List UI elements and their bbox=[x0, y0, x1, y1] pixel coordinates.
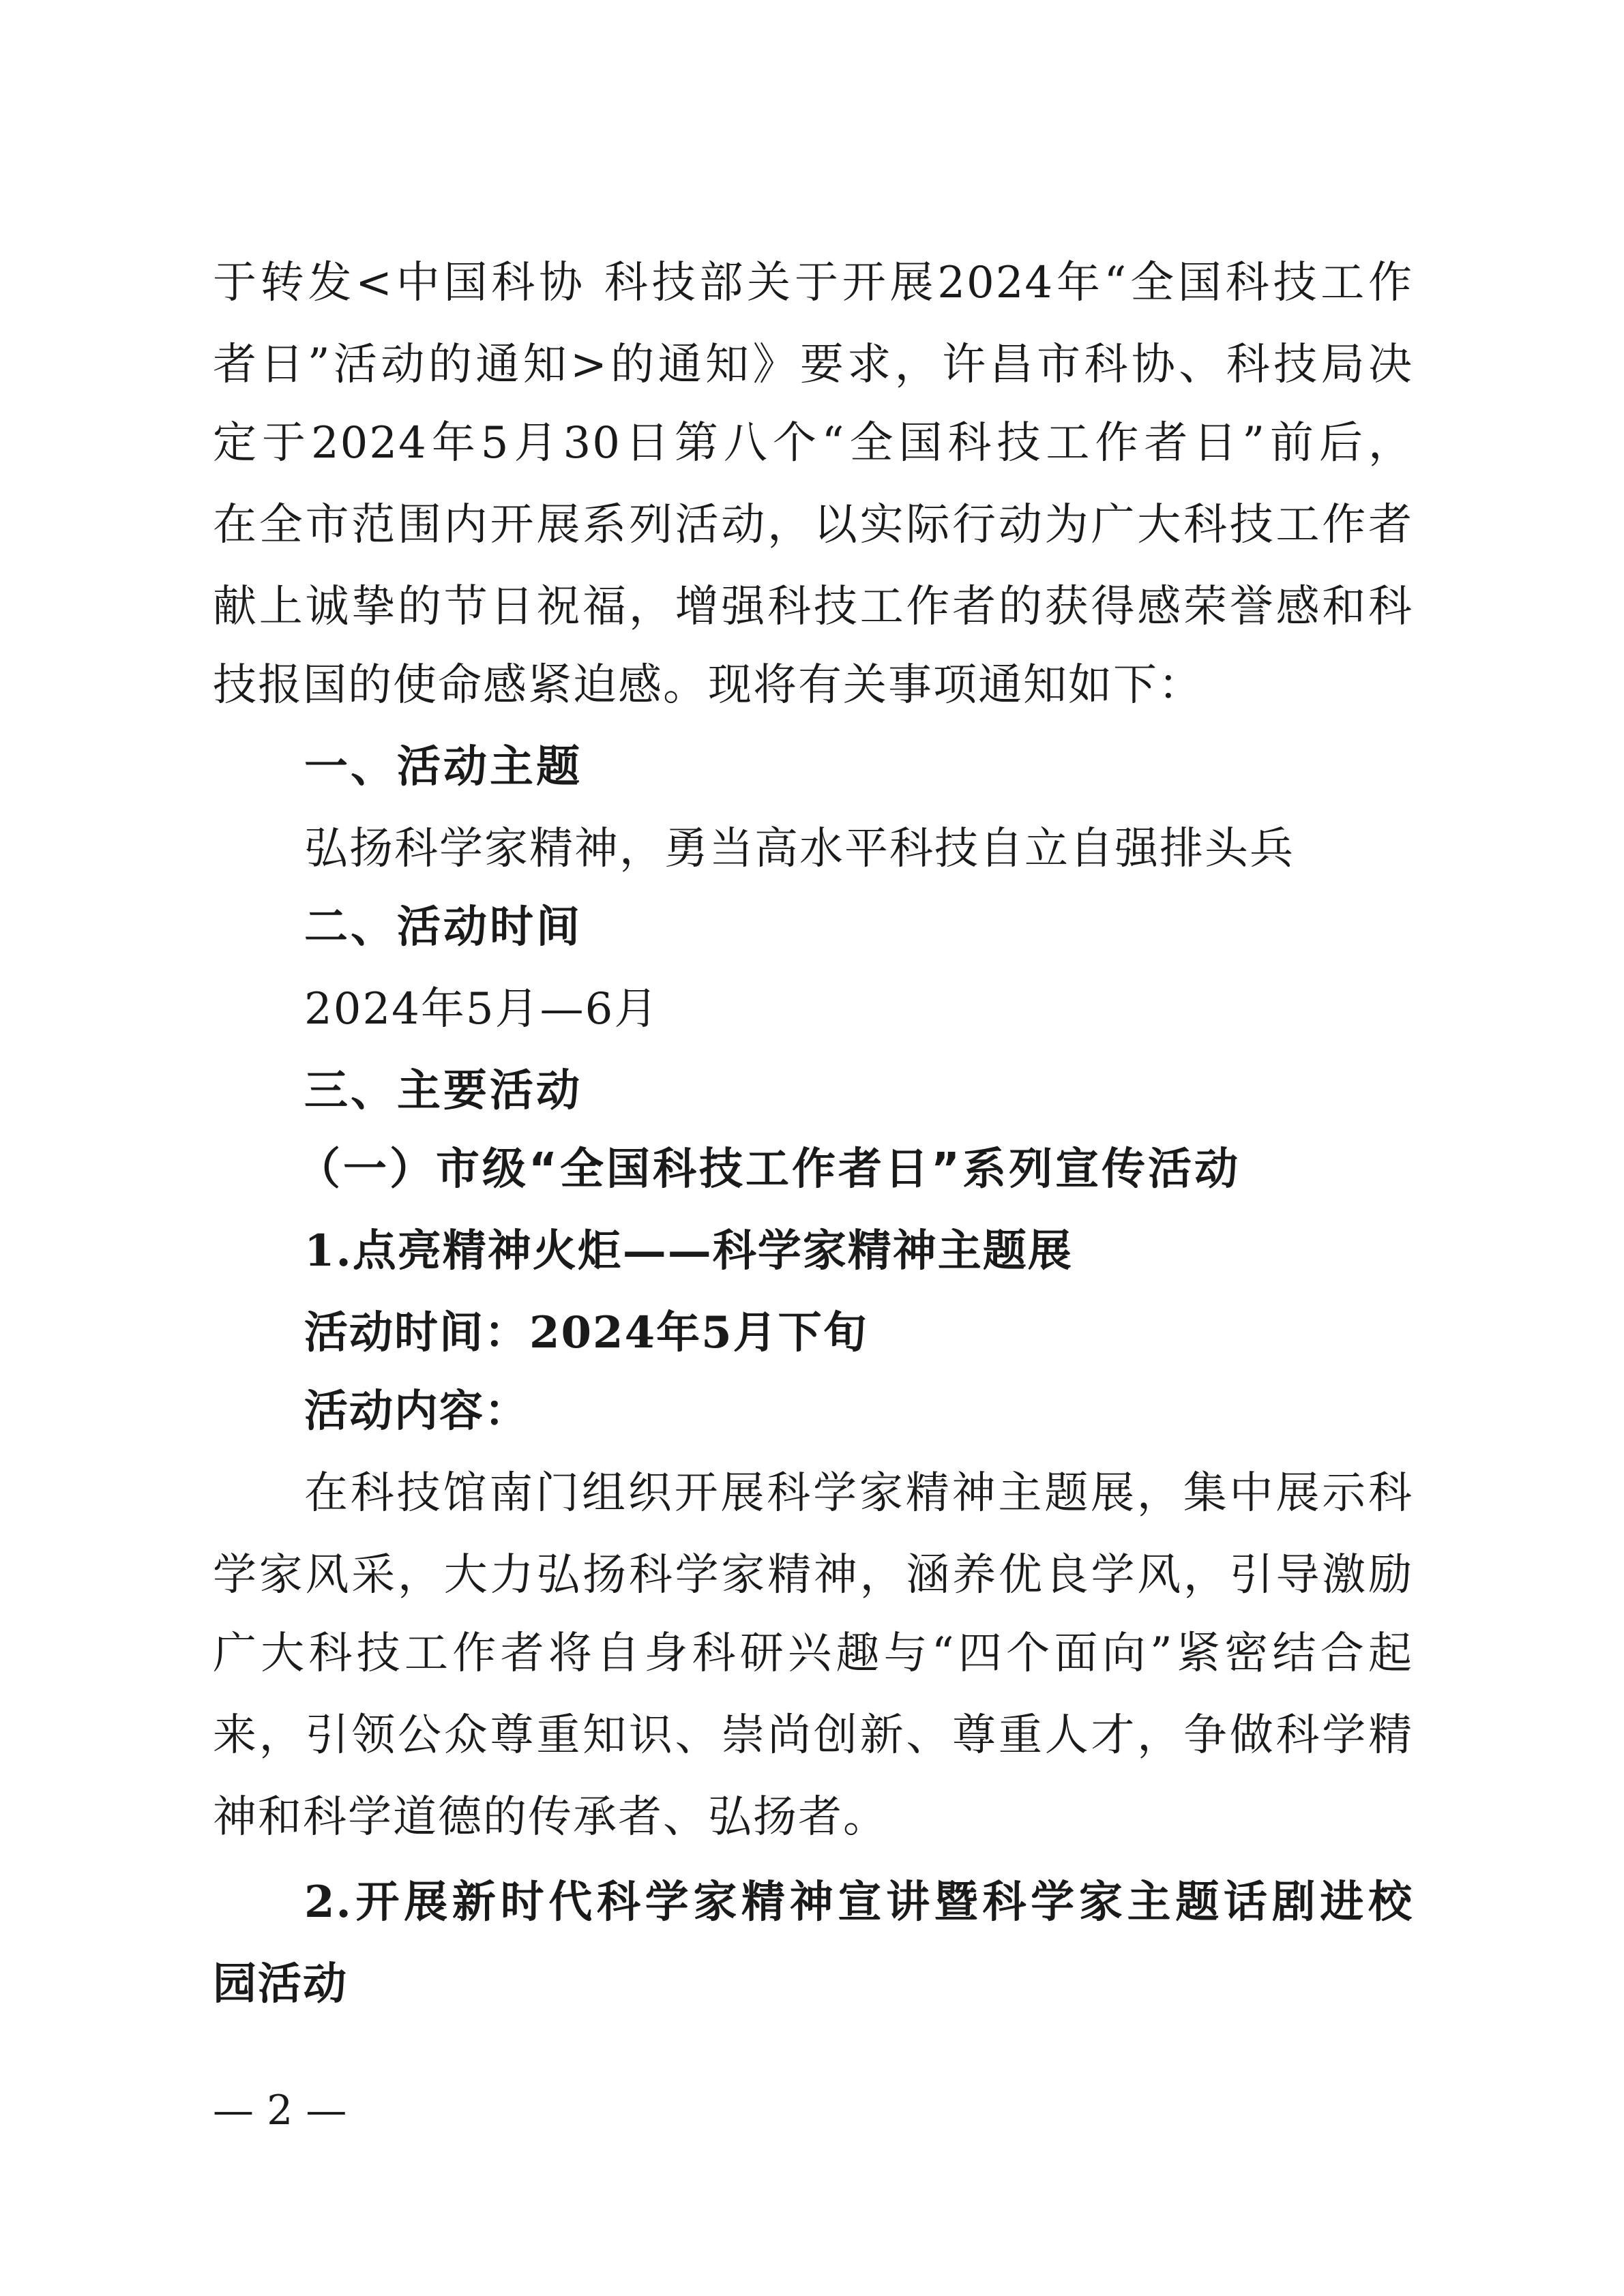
time-text: 2024年5月—6月 bbox=[304, 984, 660, 1034]
body-line: 神和科学道德的传承者、弘扬者。 bbox=[213, 1792, 888, 1843]
body-line: 广大科技工作者将自身科研兴趣与“四个面向”紧密结合起 bbox=[213, 1628, 1413, 1679]
page-number: — 2 — bbox=[213, 2087, 347, 2134]
item-heading-2-cont: 园活动 bbox=[213, 1958, 348, 2010]
body-line: 来，引领公众尊重知识、崇尚创新、尊重人才，争做科学精 bbox=[213, 1710, 1413, 1761]
body-line: 定于2024年5月30日第八个“全国科技工作者日”前后， bbox=[213, 418, 1413, 468]
item-time-label: 活动时间：2024年5月下旬 bbox=[304, 1307, 868, 1358]
theme-text: 弘扬科学家精神，勇当高水平科技自立自强排头兵 bbox=[304, 824, 1295, 874]
subsection-heading: （一）市级“全国科技工作者日”系列宣传活动 bbox=[297, 1144, 1241, 1195]
section-heading-theme: 一、活动主题 bbox=[304, 742, 582, 792]
section-heading-time: 二、活动时间 bbox=[304, 902, 582, 953]
section-heading-activities: 三、主要活动 bbox=[304, 1066, 582, 1116]
body-line: 者日”活动的通知>的通知》要求，许昌市科协、科技局决 bbox=[213, 340, 1413, 390]
item-content-label: 活动内容： bbox=[304, 1386, 529, 1437]
body-line: 在科技馆南门组织开展科学家精神主题展，集中展示科 bbox=[304, 1468, 1413, 1519]
body-line: 献上诚挚的节日祝福，增强科技工作者的获得感荣誉感和科 bbox=[213, 582, 1413, 632]
body-line: 技报国的使命感紧迫感。现将有关事项通知如下： bbox=[213, 660, 1203, 711]
body-line: 在全市范围内开展系列活动，以实际行动为广大科技工作者 bbox=[213, 500, 1413, 550]
body-line: 于转发<中国科协 科技部关于开展2024年“全国科技工作 bbox=[213, 258, 1413, 308]
item-heading-1: 1.点亮精神火炬——科学家精神主题展 bbox=[304, 1225, 1073, 1277]
item-heading-2: 2.开展新时代科学家精神宣讲暨科学家主题话剧进校 bbox=[304, 1877, 1413, 1928]
body-line: 学家风采，大力弘扬科学家精神，涵养优良学风，引导激励 bbox=[213, 1550, 1413, 1600]
